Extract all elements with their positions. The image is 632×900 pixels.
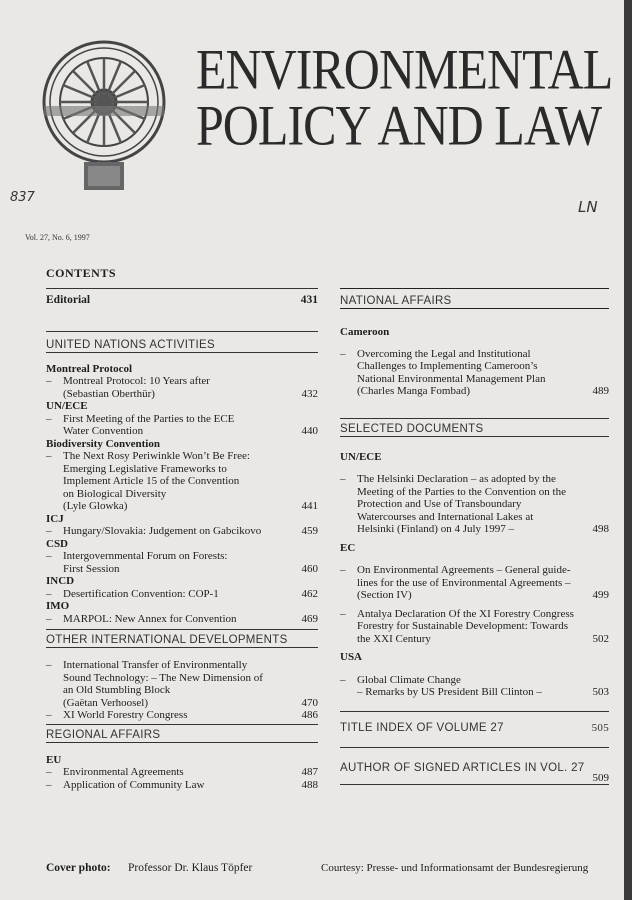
entry-title-line: Intergovernmental Forum on Forests: <box>63 550 228 562</box>
entry-page: 487 <box>301 766 318 778</box>
handwritten-initials: LN <box>578 198 598 216</box>
entry-title <box>63 413 288 438</box>
toc-entry <box>46 413 318 438</box>
entry-dash: – <box>46 709 52 721</box>
entry-title-line: (Sebastian Oberthür) <box>63 387 155 400</box>
entry-title-line: First Session <box>63 562 120 575</box>
entry-title-line: Emerging Legislative Frameworks to <box>63 462 227 475</box>
entry-dash: – <box>340 673 346 686</box>
toc-entry <box>46 779 318 792</box>
volume-info: Vol. 27, No. 6, 1997 <box>25 233 90 242</box>
title-index-row <box>340 712 609 735</box>
entry-title-line: Desertification Convention: COP-1 <box>63 587 219 600</box>
section-un-activities: UNITED NATIONS ACTIVITIES <box>46 338 215 351</box>
entry-title-line: Watercourses and International Lakes at <box>357 510 534 523</box>
author-index-label: AUTHOR OF SIGNED ARTICLES IN VOL. 27 <box>340 761 585 774</box>
section-national-affairs: NATIONAL AFFAIRS <box>340 295 452 307</box>
entry-title-line: Application of Community Law <box>63 778 205 791</box>
entry-dash: – <box>46 659 52 671</box>
entry-title-line: (Section IV) <box>357 589 412 601</box>
entry-page: 460 <box>301 562 318 575</box>
entry-title-line: The Next Rosy Periwinkle Won’t Be Free: <box>63 450 250 462</box>
entry-page: 486 <box>301 709 318 721</box>
toc-entry <box>46 525 318 538</box>
entry-dash: – <box>46 412 52 425</box>
title-index-page: 505 <box>591 721 609 734</box>
entry-title-line: MARPOL: New Annex for Convention <box>63 612 237 625</box>
toc-entry <box>46 709 318 722</box>
entry-title <box>357 473 579 536</box>
un-groups <box>46 363 318 626</box>
entry-title <box>357 564 579 602</box>
entry-dash: – <box>46 525 52 537</box>
entry-title-line: – Remarks by US President Bill Clinton – <box>357 686 542 698</box>
entry-dash: – <box>46 766 52 778</box>
title-index-label: TITLE INDEX OF VOLUME 27 <box>340 721 504 734</box>
entry-page: 499 <box>592 589 609 601</box>
page-edge-shadow <box>624 0 632 900</box>
toc-entry <box>46 450 318 513</box>
toc-entry <box>340 608 609 646</box>
org-eu: EU <box>46 753 62 766</box>
entry-title-line: an Old Stumbling Block <box>63 684 171 696</box>
entry-title <box>357 608 579 646</box>
org-heading: UN/ECE <box>46 400 88 412</box>
entry-title-line: the XXI Century <box>357 632 431 645</box>
toc-entry <box>340 348 609 398</box>
entry-title <box>357 674 579 699</box>
entry-dash: – <box>46 550 52 562</box>
entry-title-line: Global Climate Change <box>357 673 461 686</box>
entry-dash: – <box>340 564 346 576</box>
entry-title-line: Helsinki (Finland) on 4 July 1997 – <box>357 523 515 535</box>
handwritten-number: 837 <box>10 190 35 205</box>
author-index-page: 509 <box>592 771 609 784</box>
section-regional-affairs: REGIONAL AFFAIRS <box>46 728 161 741</box>
entry-title <box>63 450 288 513</box>
entry-page: 498 <box>592 523 609 535</box>
entry-title-line: Forestry for Sustainable Development: Towards <box>357 620 569 632</box>
entry-page: 469 <box>301 612 318 625</box>
entry-title <box>63 613 288 626</box>
cover-photo-label: Cover photo: <box>46 862 111 874</box>
courtesy-credit: Courtesy: Presse- und Informationsamt der Bundesregierung <box>321 862 589 874</box>
entry-title-line: Challenges to Implementing Cameroon’s <box>357 360 538 372</box>
section-selected-documents: SELECTED DOCUMENTS <box>340 422 484 435</box>
toc-entry <box>46 375 318 400</box>
entry-title <box>63 779 288 792</box>
entry-dash: – <box>46 375 52 387</box>
oid-items <box>46 659 318 722</box>
org-heading: Biodiversity Convention <box>46 437 160 450</box>
org-cameroon: Cameroon <box>340 326 390 338</box>
entry-title <box>63 766 288 779</box>
entry-title-line: Hungary/Slovakia: Judgement on Gabcikovo <box>63 525 262 537</box>
entry-dash: – <box>46 778 52 791</box>
entry-title-line: Overcoming the Legal and Institutional <box>357 347 531 360</box>
entry-page: 489 <box>592 385 609 397</box>
entry-title-line: Montreal Protocol: 10 Years after <box>63 375 210 387</box>
entry-title-line: Environmental Agreements <box>63 766 184 778</box>
entry-page: 440 <box>301 425 318 437</box>
toc-entry <box>46 550 318 575</box>
entry-dash: – <box>340 607 346 620</box>
entry-page: 470 <box>301 696 318 709</box>
entry-title-line: (Gaëtan Verhoosel) <box>63 696 149 709</box>
right-column <box>340 288 609 785</box>
journal-title-line2: POLICY AND LAW <box>196 92 602 157</box>
entry-page: 441 <box>301 500 318 512</box>
entry-title-line: Water Convention <box>63 425 144 437</box>
entry-page: 432 <box>301 387 318 400</box>
org-heading: UN/ECE <box>340 450 382 463</box>
entry-title <box>63 709 288 722</box>
wheel-emblem-logo <box>34 36 174 194</box>
entry-dash: – <box>340 473 346 485</box>
toc-entry <box>340 473 609 536</box>
entry-title-line: National Environmental Management Plan <box>357 372 546 385</box>
org-heading: USA <box>340 651 363 663</box>
entry-title <box>63 550 288 575</box>
entry-title-line: Antalya Declaration Of the XI Forestry Congress <box>357 607 574 620</box>
entry-title-line: On Environmental Agreements – General guide- <box>357 564 571 576</box>
entry-dash: – <box>340 347 346 360</box>
ra-items <box>46 766 318 791</box>
toc-entry <box>46 659 318 709</box>
section-other-international: OTHER INTERNATIONAL DEVELOPMENTS <box>46 634 288 646</box>
entry-title-line: First Meeting of the Parties to the ECE <box>63 412 235 425</box>
entry-title <box>357 348 579 398</box>
entry-page: 488 <box>301 778 318 791</box>
editorial-page: 431 <box>300 294 318 306</box>
toc-entry <box>46 766 318 779</box>
entry-title-line: (Lyle Glowka) <box>63 500 128 512</box>
entry-dash: – <box>46 450 52 462</box>
entry-page: 502 <box>592 632 609 645</box>
entry-title <box>63 588 288 601</box>
entry-title-line: XI World Forestry Congress <box>63 709 188 721</box>
entry-dash: – <box>46 587 52 600</box>
entry-title-line: lines for the use of Environmental Agreements – <box>357 576 571 589</box>
entry-title-line: Implement Article 15 of the Convention <box>63 475 240 487</box>
org-heading: IMO <box>46 600 70 612</box>
cover-photo-name: Professor Dr. Klaus Töpfer <box>128 862 253 874</box>
entry-title <box>63 375 288 400</box>
entry-title-line: International Transfer of Environmentally <box>63 659 248 671</box>
org-heading: INCD <box>46 575 75 587</box>
sd-groups <box>340 451 609 699</box>
toc-entry <box>340 564 609 602</box>
entry-page: 459 <box>301 525 318 537</box>
org-heading: Montreal Protocol <box>46 362 133 375</box>
entry-page: 462 <box>301 587 318 600</box>
editorial-label: Editorial <box>46 294 91 306</box>
entry-title-line: Meeting of the Parties to the Convention on the <box>357 485 566 498</box>
entry-page: 503 <box>592 686 609 698</box>
entry-title-line: on Biological Diversity <box>63 487 167 500</box>
entry-dash: – <box>46 612 52 625</box>
na-items <box>340 348 609 398</box>
contents-heading: CONTENTS <box>46 266 117 280</box>
entry-title-line: (Charles Manga Fombad) <box>357 385 471 397</box>
entry-title-line: Sound Technology: – The New Dimension of <box>63 671 263 684</box>
toc-entry <box>46 588 318 601</box>
toc-entry <box>46 613 318 626</box>
journal-title-line1: ENVIRONMENTAL <box>196 36 613 101</box>
org-heading: ICJ <box>46 512 64 525</box>
org-heading: CSD <box>46 537 69 550</box>
entry-title-line: Protection and Use of Transboundary <box>357 498 522 510</box>
entry-title-line: The Helsinki Declaration – as adopted by the <box>357 473 556 485</box>
toc-entry <box>340 674 609 699</box>
entry-title <box>63 525 288 538</box>
left-column <box>46 288 318 791</box>
editorial-row <box>46 289 318 315</box>
org-heading: EC <box>340 541 356 554</box>
entry-title <box>63 659 288 709</box>
